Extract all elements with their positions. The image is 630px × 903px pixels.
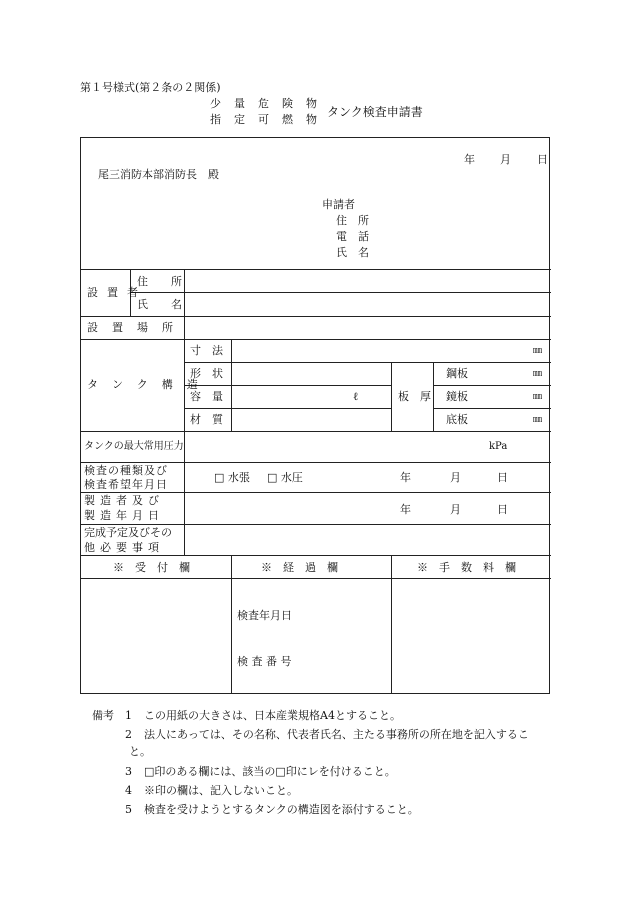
application-table bbox=[80, 137, 550, 694]
note-number: 1 bbox=[125, 709, 132, 722]
title-line-2: 指 定 可 燃 物 bbox=[210, 113, 318, 126]
title-suffix: タンク検査申請書 bbox=[327, 105, 423, 119]
title-line-1: 少 量 危 険 物 bbox=[210, 97, 318, 110]
installer-address-label: 住 所 bbox=[137, 275, 188, 288]
installer-name-label: 氏 名 bbox=[137, 298, 188, 311]
maker-day: 日 bbox=[497, 503, 508, 516]
dimensions-label: 寸 法 bbox=[190, 344, 223, 357]
bottom-plate-label: 底板 bbox=[446, 413, 468, 426]
maker-year: 年 bbox=[400, 503, 411, 516]
pressure-unit: kPa bbox=[489, 441, 508, 452]
form-number: 第１号様式(第２条の２関係) bbox=[80, 81, 221, 94]
note-text: 法人にあっては、その名称、代表者氏名、主たる事務所の所在地を記入するこ bbox=[144, 728, 529, 741]
note-number: 2 bbox=[125, 728, 132, 741]
inspection-type-label-2: 検査希望年月日 bbox=[84, 478, 168, 491]
inspection-type-label-1: 検査の種類及び bbox=[84, 464, 168, 477]
note-text: と。 bbox=[129, 745, 151, 758]
inspection-number-label: 検 査 番 号 bbox=[237, 655, 292, 668]
mirror-plate-unit: ㎜ bbox=[533, 392, 543, 402]
fee-column-header: ※ 手 数 料 欄 bbox=[417, 561, 516, 574]
inspection-month: 月 bbox=[450, 471, 461, 484]
capacity-unit: ℓ bbox=[353, 390, 359, 403]
completion-label-1: 完成予定及びその bbox=[84, 526, 172, 539]
note-text: □印のある欄には、該当の□印にレを付けること。 bbox=[144, 765, 396, 778]
installer-label: 設置者 bbox=[87, 286, 147, 299]
notes-label: 備考 bbox=[92, 709, 114, 722]
date-year: 年 bbox=[464, 153, 475, 166]
mirror-plate-label: 鏡板 bbox=[446, 390, 468, 403]
note-item bbox=[92, 801, 562, 820]
water-fill-checkbox[interactable]: □ 水張 bbox=[214, 471, 250, 484]
thickness-label: 板 厚 bbox=[398, 390, 431, 403]
note-item bbox=[92, 763, 562, 782]
completion-label-2: 他必要事項 bbox=[84, 541, 164, 554]
note-text: この用紙の大きさは、日本産業規格A4とすること。 bbox=[144, 709, 401, 722]
shape-label: 形 状 bbox=[190, 367, 223, 380]
reception-column-header: ※ 受 付 欄 bbox=[113, 561, 190, 574]
material-label: 材 質 bbox=[190, 413, 223, 426]
location-label: 設置場所 bbox=[87, 321, 187, 334]
bottom-plate-unit: ㎜ bbox=[533, 415, 543, 425]
water-pressure-checkbox[interactable]: □ 水圧 bbox=[267, 471, 303, 484]
note-item bbox=[92, 782, 562, 801]
tank-structure-label: タンク構造 bbox=[87, 378, 212, 391]
maker-month: 月 bbox=[450, 503, 461, 516]
addressee: 尾三消防本部消防長 殿 bbox=[98, 168, 219, 181]
date-day: 日 bbox=[537, 153, 548, 166]
inspection-date-label: 検査年月日 bbox=[237, 609, 292, 622]
progress-column-header: ※ 経 過 欄 bbox=[261, 561, 338, 574]
note-item bbox=[92, 744, 562, 763]
notes-section bbox=[92, 706, 562, 820]
capacity-label: 容 量 bbox=[190, 390, 223, 403]
maker-label-1: 製造者及び bbox=[84, 494, 164, 507]
applicant-name-label: 氏 名 bbox=[336, 246, 369, 259]
date-month: 月 bbox=[500, 153, 511, 166]
inspection-day: 日 bbox=[497, 471, 508, 484]
note-number: 5 bbox=[125, 803, 132, 816]
max-pressure-label: タンクの最大常用圧力 bbox=[84, 441, 184, 452]
applicant-phone-label: 電 話 bbox=[336, 230, 369, 243]
note-text: ※印の欄は、記入しないこと。 bbox=[144, 784, 298, 797]
note-number: 4 bbox=[125, 784, 132, 797]
applicant-label: 申請者 bbox=[322, 198, 355, 211]
note-number: 3 bbox=[125, 765, 132, 778]
note-item bbox=[92, 706, 562, 725]
steel-plate-label: 鋼板 bbox=[446, 367, 468, 380]
applicant-address-label: 住 所 bbox=[336, 214, 369, 227]
inspection-year: 年 bbox=[400, 471, 411, 484]
steel-plate-unit: ㎜ bbox=[533, 369, 543, 379]
dimensions-unit: ㎜ bbox=[533, 346, 543, 356]
note-text: 検査を受けようとするタンクの構造図を添付すること。 bbox=[144, 803, 419, 816]
note-item bbox=[92, 725, 562, 744]
maker-label-2: 製造年月日 bbox=[84, 509, 164, 522]
